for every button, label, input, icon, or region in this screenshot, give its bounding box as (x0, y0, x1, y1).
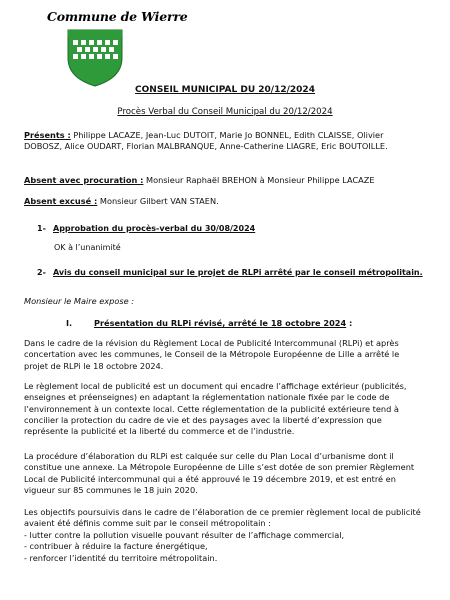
paragraph: Les objectifs poursuivis dans le cadre de l’élaboration de ce premier règlement local de publicité avaient été définis comme suit par le conseil métropolitain : (24, 507, 421, 529)
section-title: Présentation du RLPi révisé, arrêté le 18 octobre 2024 (94, 318, 347, 328)
document-title: CONSEIL MUNICIPAL DU 20/12/2024 (135, 85, 315, 95)
paragraph: Le règlement local de publicité est un document qui encadre l’affichage extérieur (publicités, enseignes et préenseignes) en adaptant la réglementation nationale fixée par le code de l’environnement à un contexte local. Cette réglementation de la publicité extérieure tend à concilier la protection du cadre de vie et des paysages avec la liberté d’expression que représente la publicité et la liberté du commerce et de l’industrie. (24, 381, 407, 437)
excused-label: Absent excusé : (24, 196, 98, 206)
list-item: - contribuer à réduire la facture énergétique, (24, 541, 208, 552)
absent-excused (24, 196, 424, 207)
agenda-item-1 (37, 224, 427, 235)
excused-text: Monsieur Gilbert VAN STAEN. (97, 196, 219, 206)
commune-name: Commune de Wierre (47, 9, 188, 24)
paragraph: La procédure d’élaboration du RLPi est calquée sur celle du Plan Local d’urbanisme dont il constitue une annexe. La Métropole Européenne de Lille s’est dotée de son premier Règlement Local de Publicité intercommunal qui a été approuvé le 19 décembre 2019, et est entré en vigueur sur 85 communes le 18 juin 2020. (24, 451, 415, 495)
objectives-list (24, 530, 424, 564)
absent-proxy (24, 175, 424, 186)
coat-of-arms-icon (65, 28, 125, 88)
present-members (24, 130, 424, 153)
agenda-item-label: Avis du conseil municipal sur le projet de RLPi arrêté par le conseil métropolitain. (53, 268, 423, 277)
present-text: Philippe LACAZE, Jean-Luc DUTOIT, Marie Jo BONNEL, Edith CLAISSE, Olivier DOBOSZ, Alice OUDART, Florian MALBRANQUE, Anne-Catherine LIAGRE, Eric BOUTOILLE. (24, 130, 388, 152)
proxy-text: Monsieur Raphaël BREHON à Monsieur Philippe LACAZE (143, 175, 375, 185)
speaker-line: Monsieur le Maire expose : (24, 296, 135, 306)
list-item: - lutter contre la pollution visuelle pouvant résulter de l’affichage commercial, (24, 530, 345, 540)
proxy-label: Absent avec procuration : (24, 175, 144, 185)
section-number: I. (66, 318, 73, 328)
agenda-item-number: 1- (37, 224, 46, 233)
list-item: - renforcer l’identité du territoire métropolitain. (24, 552, 218, 563)
agenda-item-1-note: OK à l’unanimité (54, 243, 121, 252)
section-colon: : (346, 318, 353, 328)
present-label: Présents : (24, 130, 71, 140)
agenda-item-number: 2- (37, 268, 46, 277)
paragraph: Dans le cadre de la révision du Règlement Local de Publicité Intercommunal (RLPi) et après concertation avec les communes, le Conseil de la Métropole Européenne de Lille a arrêté le projet de RLPi le 18 octobre 2024. (24, 338, 400, 371)
document-subtitle: Procès Verbal du Conseil Municipal du 20/12/2024 (117, 107, 333, 117)
agenda-item-label: Approbation du procès-verbal du 30/08/2024 (53, 224, 256, 233)
agenda-item-2 (37, 268, 427, 279)
section-heading (66, 318, 352, 328)
